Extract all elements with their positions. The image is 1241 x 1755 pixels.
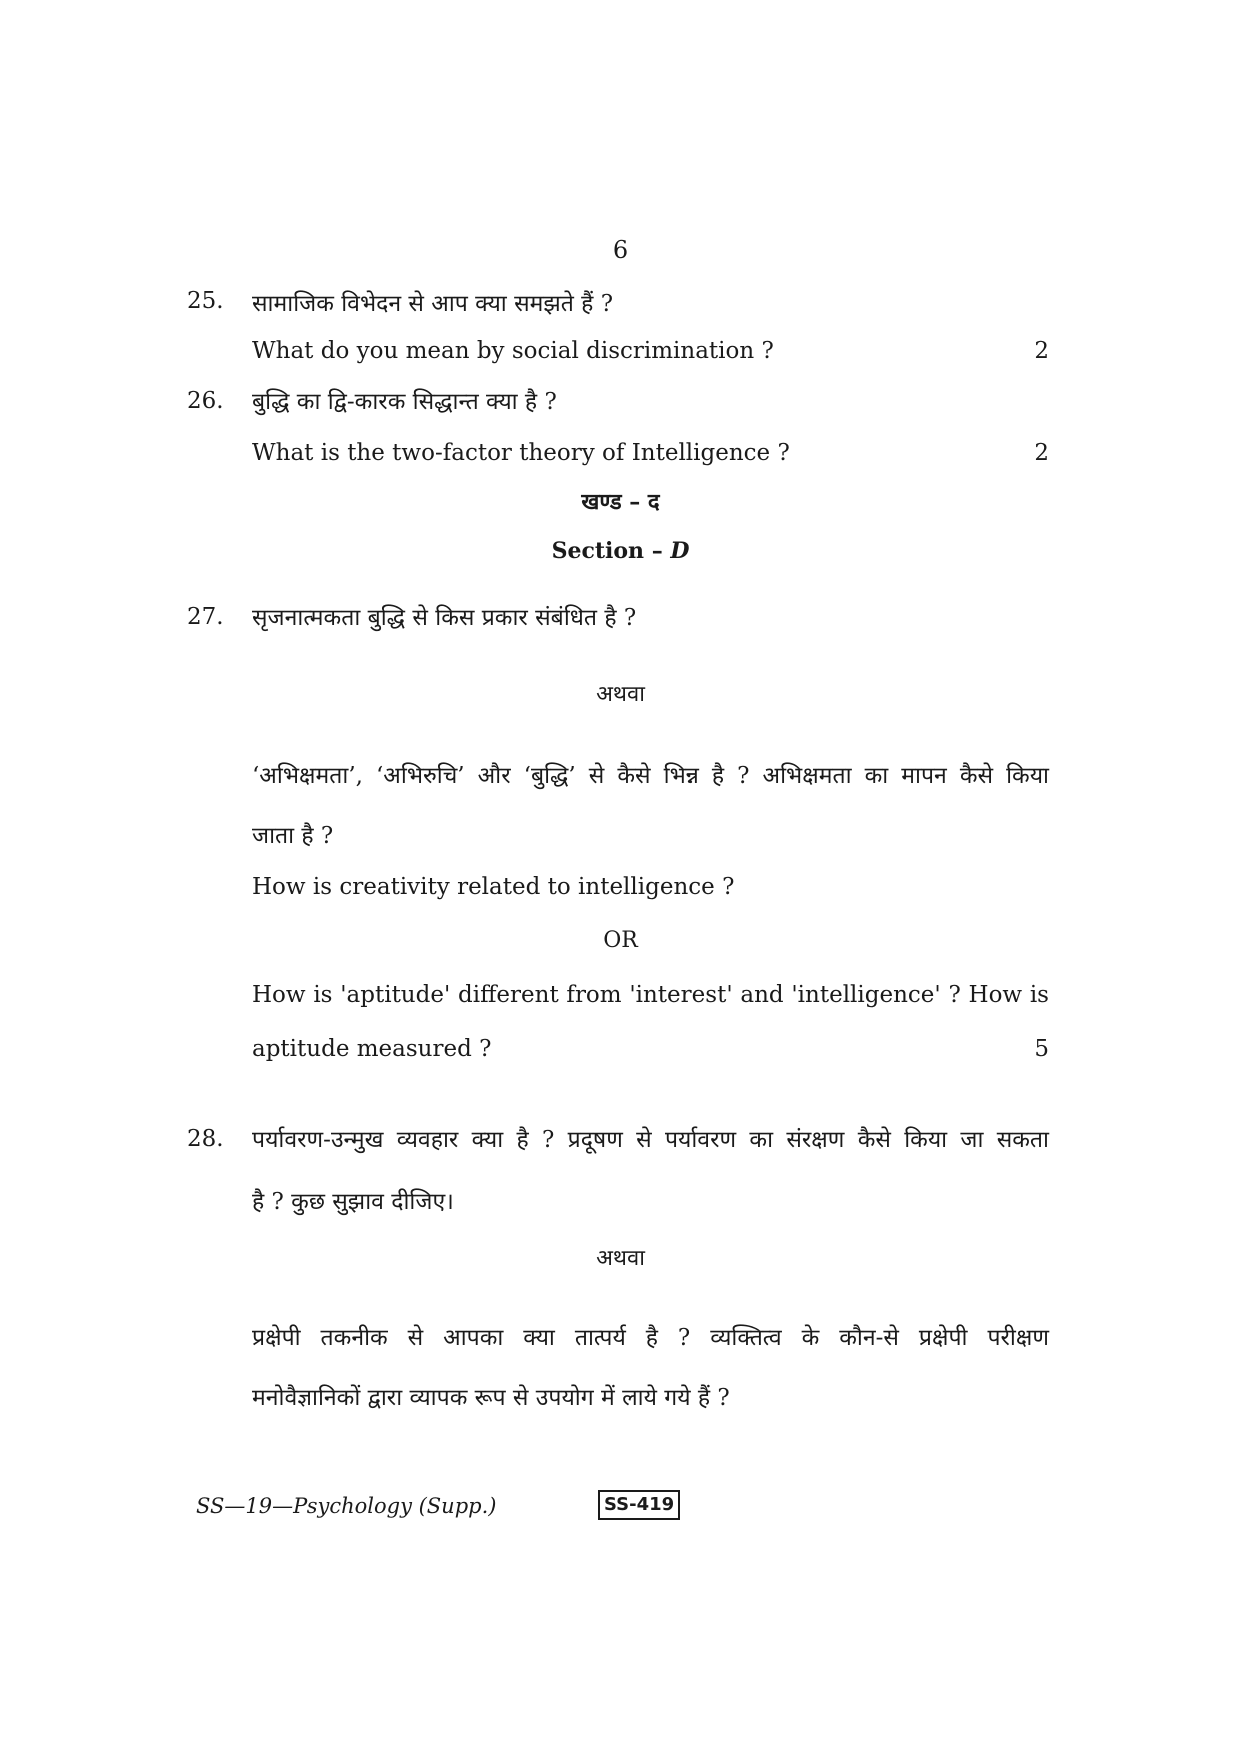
- question-26-english: What is the two-factor theory of Intelligence ?: [252, 440, 790, 466]
- section-heading-hindi: खण्ड – द: [581, 489, 660, 515]
- question-27-alt-hindi-line1: ‘अभिक्षमता’, ‘अभिरुचि’ और ‘बुद्धि’ से कैसे भिन्न है ? अभिक्षमता का मापन कैसे किया: [252, 763, 1049, 789]
- footer-paper-name: SS—19—Psychology (Supp.): [196, 1494, 497, 1518]
- question-25-hindi: सामाजिक विभेदन से आप क्या समझते हैं ?: [252, 291, 614, 317]
- question-27-alt-hindi-line2: जाता है ?: [252, 823, 334, 849]
- question-28-alt-hindi-line2: मनोवैज्ञानिकों द्वारा व्यापक रूप से उपयोग में लाये गये हैं ?: [252, 1385, 730, 1411]
- page-number: 6: [612, 236, 629, 264]
- question-28-alt-hindi-line1: प्रक्षेपी तकनीक से आपका क्या तात्पर्य है ? व्यक्तित्व के कौन-से प्रक्षेपी परीक्षण: [252, 1325, 1049, 1351]
- question-26-hindi: बुद्धि का द्वि-कारक सिद्धान्त क्या है ?: [252, 389, 557, 415]
- question-27-hindi: सृजनात्मकता बुद्धि से किस प्रकार संबंधित है ?: [252, 605, 637, 631]
- question-27-number: 27.: [187, 604, 224, 630]
- question-27-english: How is creativity related to intelligence ?: [252, 874, 735, 900]
- question-26-marks: 2: [1034, 440, 1049, 466]
- question-27-or-english: OR: [603, 928, 638, 953]
- question-27-alt-english-line2: aptitude measured ?: [252, 1036, 492, 1062]
- section-heading-english: Section – D: [551, 538, 690, 564]
- question-27-marks: 5: [1034, 1036, 1049, 1062]
- question-25-marks: 2: [1034, 338, 1049, 364]
- question-28-hindi-line2: है ? कुछ सुझाव दीजिए।: [252, 1189, 454, 1215]
- footer-paper-code: SS-419: [598, 1490, 680, 1520]
- question-25-number: 25.: [187, 288, 224, 314]
- question-27-alt-english-line1: How is 'aptitude' different from 'interest' and 'intelligence' ? How is: [252, 982, 1049, 1008]
- question-28-number: 28.: [187, 1126, 224, 1152]
- question-27-or-hindi: अथवा: [596, 682, 645, 707]
- question-26-number: 26.: [187, 388, 224, 414]
- question-25-english: What do you mean by social discrimination ?: [252, 338, 774, 364]
- question-28-or-hindi: अथवा: [596, 1246, 645, 1271]
- question-28-hindi-line1: पर्यावरण-उन्मुख व्यवहार क्या है ? प्रदूषण से पर्यावरण का संरक्षण कैसे किया जा सकता: [252, 1127, 1049, 1153]
